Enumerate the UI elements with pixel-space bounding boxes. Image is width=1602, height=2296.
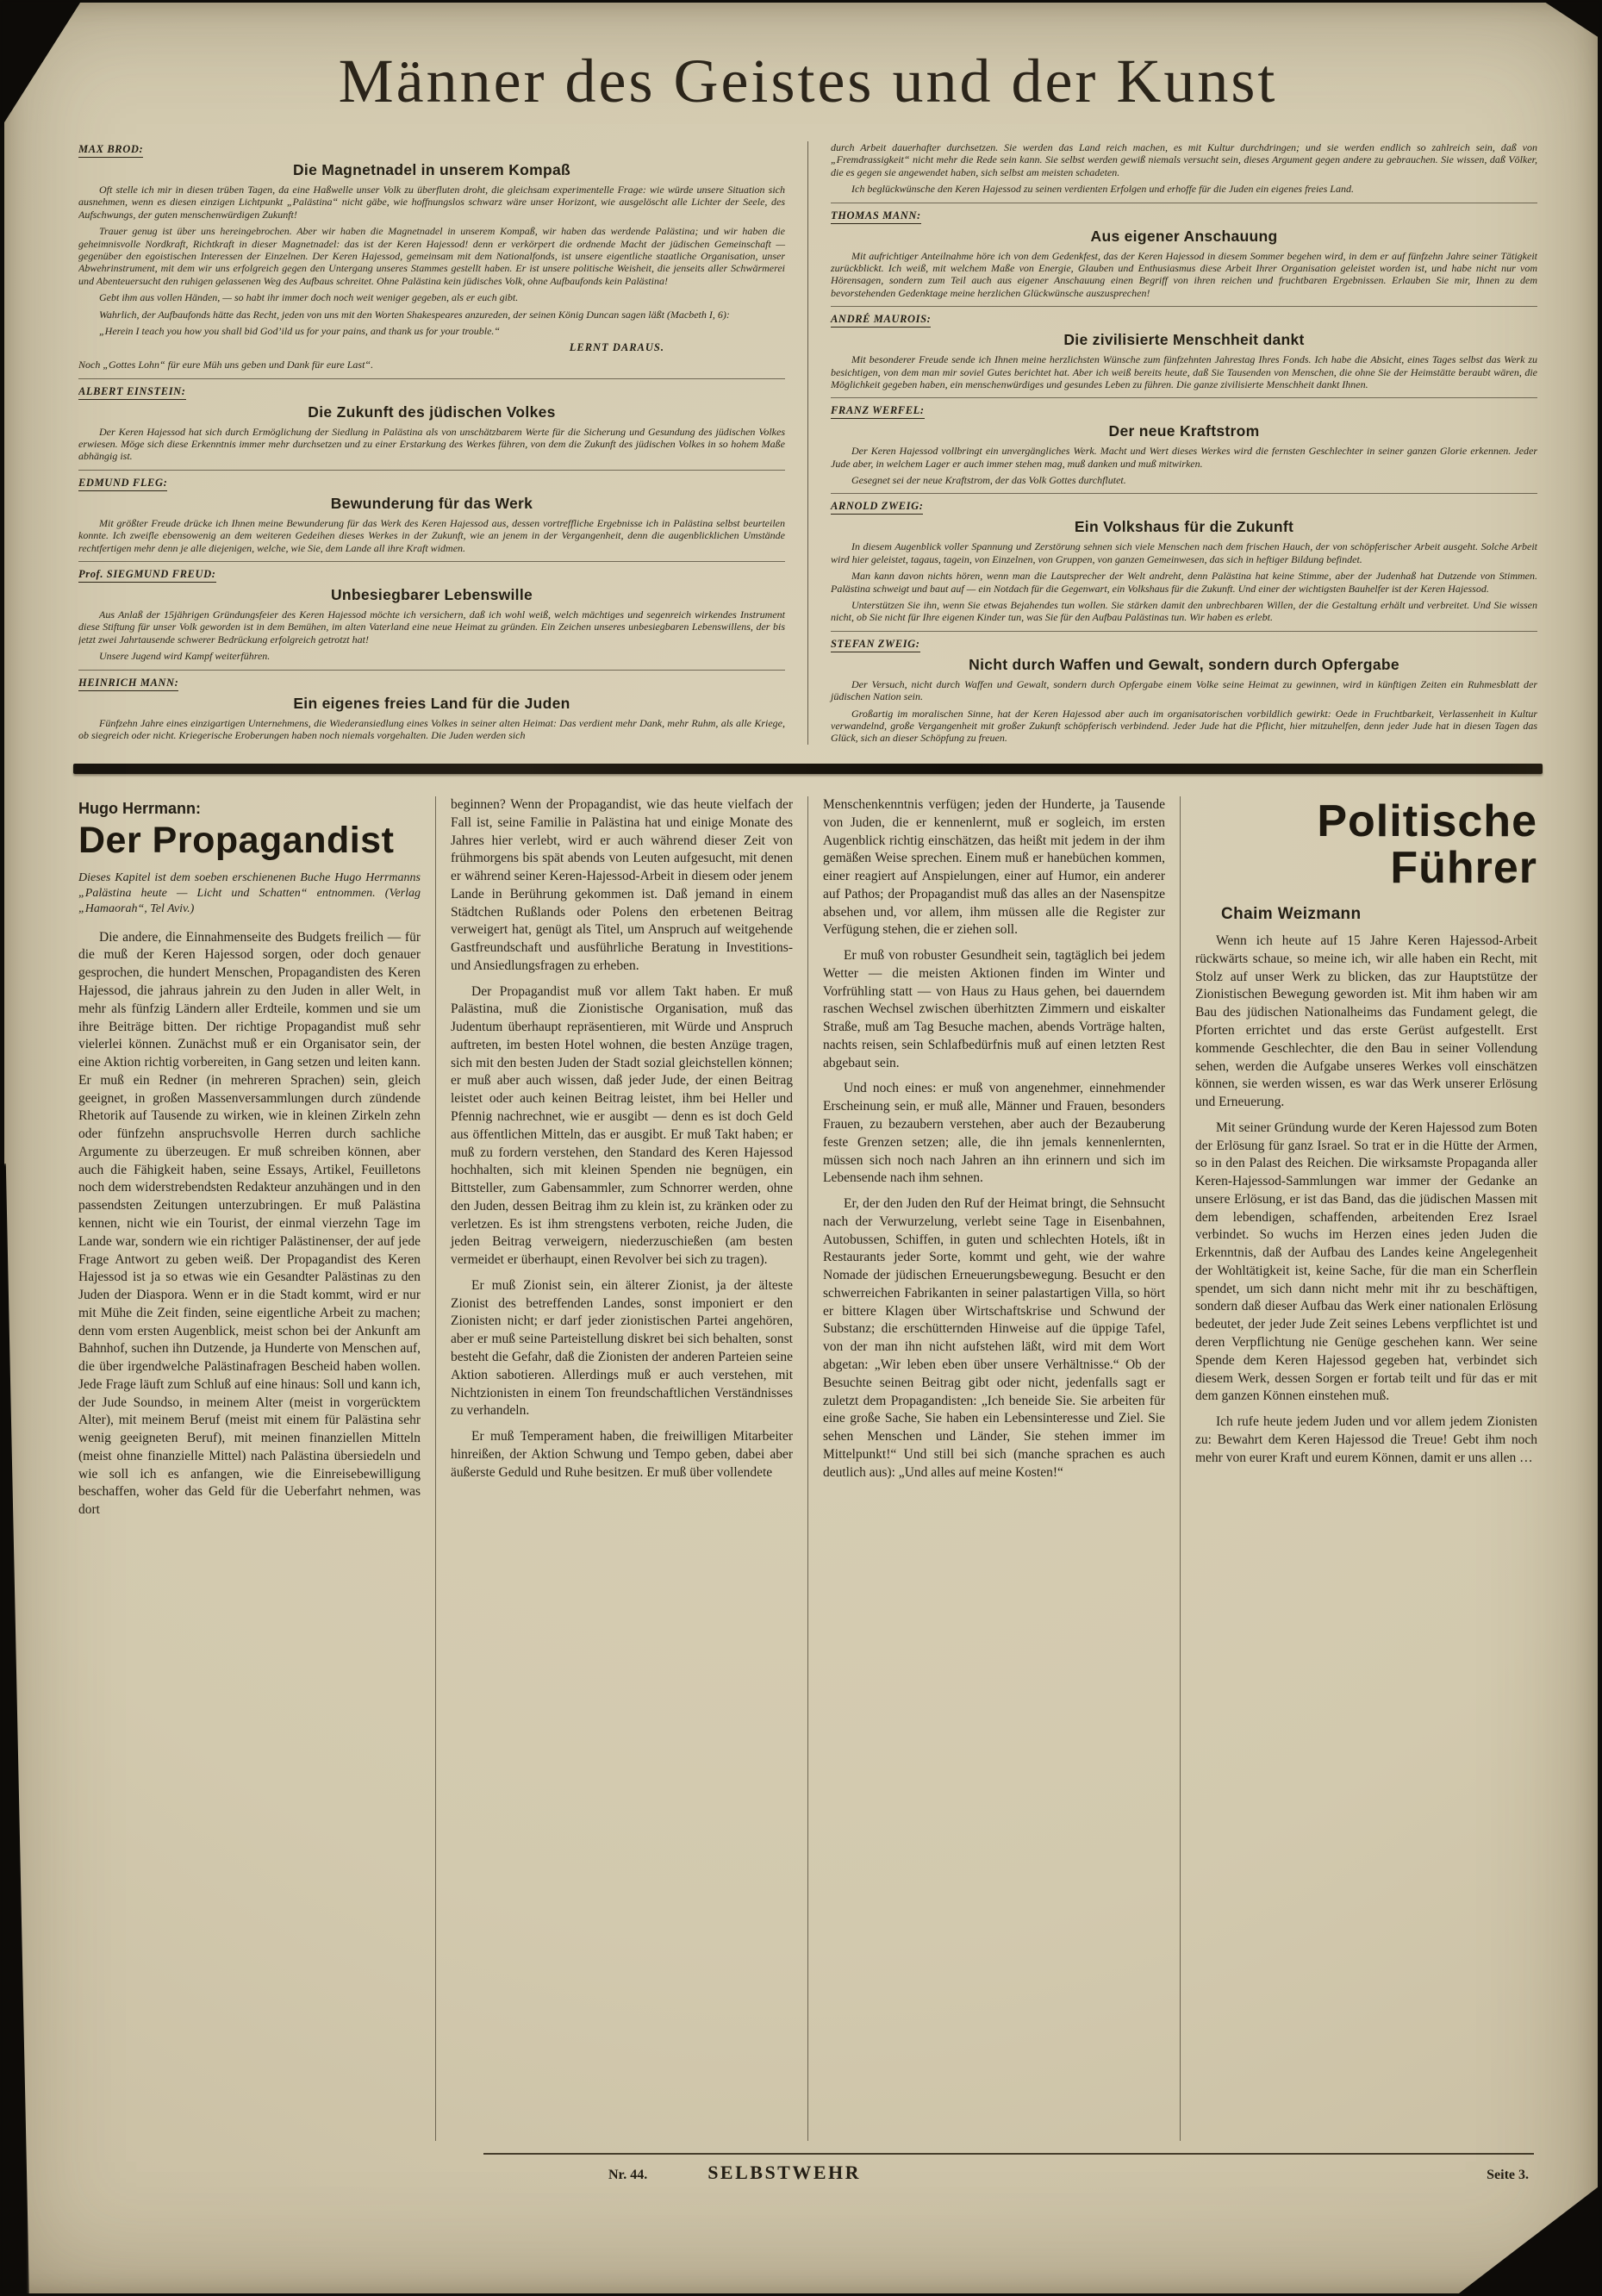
paragraph: Er muß Zionist sein, ein älterer Zionist, ja der älteste Zionist des betreffenden Landes, sonst imponiert er den Zionisten nicht; er darf jeder zionistischen Partei angehören, aber er muß seine Parteistellung diskret bei sich behalten, sonst besteht die Gefahr, daß die Zionisten der anderen Parteien seine Aktion sabotieren. Allerdings muß er auch verstehen, mit Nichtzionisten in einem Ton freundschaftlichen Verständnisses zu verhandeln. (451, 1277, 793, 1419)
article-column-2 (435, 796, 807, 2141)
author-name: HEINRICH MANN: (78, 677, 178, 691)
paragraph: Mit aufrichtiger Anteilnahme höre ich von dem Gedenkfest, das der Keren Hajessod in diesem Sommer begehen wird, in dem er auf fünfzehn Jahre seiner Tätigkeit zurückblickt. Ich weiß, mit welchem Maße von Energie, Glauben und Enthusiasmus diese Arbeit Ihrer Organisation geleistet worden ist, und habe nicht nur vom Hörensagen, sondern zum Teil auch aus eigener Anschauung einen Begriff von ihren reichen und fruchtbaren Ergebnissen. Erlauben Sie mir, Ihnen zu dem bevorstehenden Gedenktage meine herzlichen Glückwünsche auszusprechen! (831, 249, 1537, 299)
paragraph: Mit besonderer Freude sende ich Ihnen meine herzlichsten Wünsche zum fünfzehnten Jahrestag Ihres Fonds. Ich habe die Absicht, eines Tages selbst das Werk zu besichtigen, von dem man mir soviel Gutes berichtet hat. Aber ich weiß bereits heute, daß Sie Tausenden von Menschen, die ohne Sie der Heimstätte beraubt wären, die Möglichkeit gegeben haben, ein menschenwürdiges und gesundes Leben zu führen. Die ganze zivilisierte Menschheit dankt Ihnen. (831, 353, 1537, 390)
paragraph: Gebt ihm aus vollen Händen, — so habt ihr immer doch noch weit weniger gegeben, als er euch gibt. (99, 291, 519, 304)
paper-sheet (4, 3, 1598, 2293)
author-name: MAX BROD: (78, 143, 143, 158)
paragraph: Der Propagandist muß vor allem Takt haben. Er muß Palästina, muß die Zionistische Organisation, muß das Judentum überhaupt repräsentieren, mit Würde und Anspruch auftreten, im besten Hotel wohnen, die besten Anzüge tragen, sich mit den besten Juden der Stadt sozial gleichstellen können; er muß aber auch wissen, daß jeder Jude, der einen Beitrag leistet oder auch keinen Beitrag leistet, ihm bei Heller und Pfennig nachrechnet, wie er ausgibt — denn es ist doch Geld aus öffentlichen Mitteln, das er ausgibt. Er muß Takt haben; er muß zu fordern verstehen, den Standard des Keren Hajessod hochhalten, sich mit kleinen Spenden nie begnügen, ein Bittsteller, zum Gabensammler, zum Schnorrer werden, ohne den Juden, dessen Beitrag ihm zu klein ist, zu kränken oder zu verletzen. Es ist ihm strengstens verboten, reiche Juden, die jeden Beitrag verweigern, niederzuschießen (am besten vermeidet er überhaupt, einen Revolver bei sich zu tragen). (451, 983, 793, 1268)
paragraph: Die andere, die Einnahmenseite des Budgets freilich — für die muß der Keren Hajessod sorgen, oder doch genauer gesprochen, die hundert Menschen, Propagandisten des Keren Hajessod, die jahraus jahrein zu den Juden in aller Welt, in mehr als fünfzig Ländern aller Erdteile, kommen und sie um ihre Beiträge bitten. Der richtige Propagandist muß sehr vielerlei können. Zunächst muß er ein Organisator sein, der eine Aktion richtig vorbereiten, in Gang setzen und leiten kann. Er muß ein Redner (in mehreren Sprachen) sein, gleich geeignet, in großen Massenversammlungen durch zündende Rhetorik auf Tausende zu wirken, wie in kleinen Zirkeln zehn oder fünfzehn anspruchsvolle Herren durch sachliche Argumente zu überzeugen. Er muß schreiben können, aber auch die Fähigkeit haben, seine Essays, Artikel, Feuilletons noch dem widerstrebendsten Redakteur anzuhängen und in den passendsten Zeitungen unterzubringen. Er muß Palästina kennen, nicht wie ein Tourist, der einmal vierzehn Tage im Lande war, sondern wie ein richtiger Palästinenser, der auf jede Frage Antwort zu geben weiß. Der Propagandist des Keren Hajessod ist ja so etwas wie ein Gesandter Palästinas zu den Juden der Diaspora. Wenn er in die Stadt kommt, wird er nur mit Mühe die Zeit finden, seine eigentliche Arbeit zu machen; denn vom ersten Augenblick, meist schon bei der Ankunft am Bahnhof, suchen ihn Dutzende, ja Hunderte von Menschen auf, die über irgendwelche Palästinafragen Bescheid haben wollen. Jede Frage läuft zum Schluß auf eine hinaus: Soll und kann ich, der Jude Soundso, in meinem Alter (meist in vorgerücktem Alter), mit meinem Beruf (meist mit einem für Palästina sehr wenig geeigneten Beruf), mit meinen finanziellen Mitteln (meist ohne finanzielle Mittel) nach Palästina übersiedeln und wie soll ich es anfangen, wie die Einreisebewilligung beschaffen, woher das Geld für die Ueberfahrt nehmen, was dort (78, 929, 421, 1518)
paragraph: Und noch eines: er muß von angenehmer, einnehmender Erscheinung sein, er muß alle, Männer und Frauen, besonders Frauen, zu bezaubern verstehen, aber auch der Bezauberung feste Grenzen setzen; alle, die ihn jemals kennenlernten, müssen sich noch nach Jahren an ihn erinnern und sich im Lebensende nach ihm sehnen. (823, 1081, 1165, 1186)
tribute-title: Ein Volkshaus für die Zukunft (1074, 518, 1294, 536)
paragraph: Er muß von robuster Gesundheit sein, tagtäglich bei jedem Wetter — die meisten Aktionen finden im Winter und Vorfrühling statt — von Haus zu Haus gehen, bei dauerndem raschen Wechsel zwischen überhitzten Zimmern und eiskalter Straße, muß am Tag Besuche machen, abends Vorträge halten, nachts reisen, sein Schlafbedürfnis muß auf einen letzten Rest abgebaut sein. (823, 948, 1165, 1070)
title-line-2: Führer (1390, 843, 1537, 894)
tribute-title: Unbesiegbarer Lebenswille (330, 586, 533, 604)
author-name: ALBERT EINSTEIN: (78, 385, 186, 400)
tributes-section (78, 141, 1537, 745)
paragraph: Noch „Gottes Lohn“ für eure Müh uns geben und Dank für eure Last“. (78, 359, 374, 371)
title-line-1: Politische (1317, 796, 1537, 846)
paragraph: Unsere Jugend wird Kampf weiterführen. (99, 650, 271, 663)
article-byline: Hugo Herrmann: (78, 800, 202, 817)
tribute-title: Die Magnetnadel in unserem Kompaß (292, 161, 571, 178)
paragraph: Der Versuch, nicht durch Waffen und Gewalt, sondern durch Opfergabe einem Volke seine Heimat zu gewinnen, wird in künftigen Zeiten ein Ruhmesblatt der jüdischen Nation sein. (831, 677, 1537, 703)
author-name: ARNOLD ZWEIG: (831, 500, 923, 515)
tribute-block-albert-einstein (78, 378, 785, 463)
author-name: EDMUND FLEG: (78, 477, 167, 491)
page-footer (483, 2153, 1534, 2184)
tribute-block-siegmund-freud (78, 561, 785, 663)
paragraph: Ich beglückwünsche den Keren Hajessod zu seinen verdienten Erfolgen und erhoffe für die Juden ein eigenes freies Land. (851, 183, 1354, 196)
tribute-title: Bewunderung für das Werk (330, 494, 533, 512)
article-column-1 (78, 796, 435, 2141)
politische-fuehrer-title (1195, 796, 1537, 894)
paragraph: Mit größter Freude drücke ich Ihnen meine Bewunderung für das Werk des Keren Hajessod aus, dessen vortreffliche Ergebnisse ich in Palästina selbst beurteilen konnte. Ich zweifle ebensowenig an dem weiteren Gedeihen dieses Werkes in der Zukunft, wie an jenem in der Vergangenheit, denn die augenblicklichen Umstände rechtfertigen mehr denn je alle diejenigen, welche, wie Sie, dem Lande all ihre Kraft widmen. (78, 516, 785, 554)
paragraph: Aus Anlaß der 15jährigen Gründungsfeier des Keren Hajessod möchte ich versichern, daß ich wohl weiß, welch mächtiges und segenreich wirkendes Instrument diese Stiftung für unser Volk geworden ist in dem Bemühen, im alten Vaterland eine neue Heimat zu gründen. Ein Zeichen unseres unbesiegbaren Lebenswillens, der bis jetzt zwei Jahrtausende schwerer Bedrückung erfolgreich getrotzt hat! (78, 608, 785, 646)
author-name: Chaim Weizmann (1221, 905, 1362, 924)
tribute-block-franz-werfel (831, 397, 1537, 486)
tribute-block-edmund-fleg (78, 470, 785, 554)
tribute-block-thomas-mann (831, 203, 1537, 300)
articles-section (78, 796, 1537, 2141)
author-name: ANDRÉ MAUROIS: (831, 313, 931, 328)
tribute-title: Der neue Kraftstrom (1108, 422, 1260, 440)
paragraph: Der Keren Hajessod vollbringt ein unvergängliches Werk. Macht und Wert dieses Werkes wird die fernsten Geschlechter in seiner ganzen Glorie erkennen. Jeder Jude aber, in welchem Lager er auch immer stehen mag, muß danken und muß mitwirken. (831, 445, 1537, 470)
paragraph: Wahrlich, der Aufbaufonds hätte das Recht, jeden von uns mit den Worten Shakespeares anzureden, der seinen König Duncan sagen läßt (Macbeth I, 6): (99, 308, 730, 321)
paragraph: Menschenkenntnis verfügen; jeden der Hunderte, ja Tausende von Juden, die er kennenlernt, muß er sogleich, im ersten Augenblick richtig einschätzen, das heißt mit jedem in der ihm gemäßen Weise sprechen. Einem muß er hanebüchen kommen, einer reagiert auf Anspielungen, einer auf Humor, ein anderer auf Pathos; der Propagandist muß das alles an der Nasenspitze absehen und, vor allem, ihm müssen alle die Register zur Verfügung stehen, die er ziehen soll. (823, 797, 1165, 938)
paragraph: Trauer genug ist über uns hereingebrochen. Aber wir haben die Magnetnadel in unserem Kompaß, wir haben das werdende Palästina; und wir haben die geheimnisvolle Nordkraft, Richtkraft in dieser Magnetnadel: das ist der Keren Hajessod! denn er verkörpert die ordnende Macht der jüdischen Gemeinschaft — gegenüber den egoistischen Interessen der Einzelnen. Der Keren Hajessod, gemeinsam mit dem Nationalfonds, ist unsere eigentliche staatliche Organisation, unser Abwehrinstrument, mit dem wir uns erfolgreich gegen den Untergang unseres Stammes gestellt haben. Er ist unsere politische Weisheit, die jenseits aller Schwärmerei und Abenteuersucht den ruhigen gelassenen Weg des Aufbaus schreitet. Ohne Palästina kein jüdisches Volk, ohne Aufbaufonds kein Palästina! (78, 225, 785, 287)
page-title: Männer des Geistes und der Kunst (338, 47, 1278, 115)
tribute-block-arnold-zweig (831, 493, 1537, 623)
tribute-block-stefan-zweig (831, 631, 1537, 745)
tribute-continuation-heinrich-mann (831, 141, 1537, 196)
author-name: STEFAN ZWEIG: (831, 638, 920, 652)
paragraph: Gesegnet sei der neue Kraftstrom, der das Volk Gottes durchflutet. (851, 474, 1126, 487)
article-column-3 (807, 796, 1180, 2141)
newspaper-name: SELBSTWEHR (707, 2162, 862, 2183)
article-column-4 (1180, 796, 1537, 2141)
author-name: Prof. SIEGMUND FREUD: (78, 568, 216, 583)
article-source-note: Dieses Kapitel ist dem soeben erschienenen Buche Hugo Herrmanns „Palästina heute — Licht und Schatten“ entnommen. (Verlag „Hamaorah“, Tel Aviv.) (78, 871, 421, 915)
tribute-block-max-brod (78, 141, 785, 371)
tribute-title: Ein eigenes freies Land für die Juden (293, 694, 570, 712)
section-divider (73, 764, 1543, 774)
paragraph: Großartig im moralischen Sinne, hat der Keren Hajessod aber auch im organisatorischen vorbildlich gewirkt: Oede in Fruchtbarkeit, Verlassenheit in Kultur verwandelnd, große Vergangenheit mit großer Zukunft schöpferisch verbindend. Jeder Jude hat die Pflicht, hier mitzuhelfen, denn jeder Jude hat in diesen Tagen das Glück, sich an dieser Schöpfung zu freuen. (831, 707, 1537, 745)
issue-number: Nr. 44. (608, 2168, 648, 2182)
author-name: THOMAS MANN: (831, 209, 921, 224)
paragraph: Der Keren Hajessod hat sich durch Ermöglichung der Siedlung in Palästina als von unschätzbarem Werte für die Sicherung und Gesundung des jüdischen Volkes erwiesen. Möge sich diese Erkenntnis immer mehr durchsetzen und zu einer Erstarkung des Werkes führen, von dem die Zukunft des jüdischen Volkes in so hohem Maße abhängig ist. (78, 425, 785, 463)
tribute-title: Aus eigener Anschauung (1090, 227, 1278, 245)
tribute-title: Die zivilisierte Menschheit dankt (1063, 331, 1305, 349)
page-number: Seite 3. (1487, 2168, 1529, 2182)
paragraph: Ich rufe heute jedem Juden und vor allem jedem Zionisten zu: Bewahrt dem Keren Hajessod die Treue! Gebt ihm noch mehr von eurer Kraft und eurem Können, damit er uns allen … (1195, 1414, 1537, 1465)
tribute-block-heinrich-mann (78, 670, 785, 742)
paragraph: Er muß Temperament haben, die freiwilligen Mitarbeiter hinreißen, der Aktion Schwung und Tempo geben, dabei aber äußerste Geduld und Ruhe besitzen. Er muß über vollendete (451, 1429, 793, 1480)
paragraph: Oft stelle ich mir in diesen trüben Tagen, da eine Haßwelle unser Volk zu überfluten droht, die gleichsam experimentelle Frage: wie würde unsere Situation sich ausnehmen, wenn es diesen einzigen Lichtpunkt „Palästina“ nicht gäbe, wie hoffnungslos schwarz wäre unser Horizont, wie ausgelöscht alle Lichter der Seele, des Aufschwungs, der guten menschenwürdigen Zukunft! (78, 184, 785, 221)
paragraph: Man kann davon nichts hören, wenn man die Lautsprecher der Welt andreht, denn Palästina hat keine Stimme, aber der Judenhaß hat Dutzende von Stimmen. Palästina schweigt und baut auf — ein Notdach für die Gegenwart, ein Volkshaus für die Zukunft. Und einer der wichtigsten Bauhelfer ist der Keren Hajessod. (831, 570, 1537, 595)
tributes-column-right (807, 141, 1537, 745)
paragraph: durch Arbeit dauerhafter durchsetzen. Sie werden das Land reich machen, es mit Kultur durchdringen; und sie werden endlich so zahlreich sein, daß von „Fremdrassigkeit“ nicht mehr die Rede sein kann. Sie selbst werden gewiß niemals versucht sein, dieses Argument gegen andere zu gebrauchen. Sie wissen, daß Völker, die es gegen sie angewendet haben, sich selbst am meisten schadeten. (831, 141, 1537, 178)
shakespeare-quote: „Herein I teach you how you shall bid God’ild us for your pains, and thank us for your trouble.“ (99, 324, 501, 337)
lernt-daraus-line: LERNT DARAUS. (569, 341, 664, 354)
paragraph: Unterstützen Sie ihn, wenn Sie etwas Bejahendes tun wollen. Sie stärken damit den unbrechbaren Willen, der die Gestaltung erhält und verbreitet. Und Sie wissen nicht, ob Sie nicht für Ihre eigenen Kinder tun, was Sie für den Aufbau Palästinas tun. Wir haben es erlebt. (831, 599, 1537, 624)
paragraph: Wenn ich heute auf 15 Jahre Keren Hajessod-Arbeit rückwärts schaue, so meine ich, wir alle haben ein Recht, mit Stolz auf unser Werk zu blicken, das zur Hauptstütze der Zionistischen Bewegung geworden ist. Mit ihm haben wir am Bau des jüdischen Nationalheims das Fundament gelegt, die Pforten errichtet und das erste Gerüst aufgestellt. Erst kommende Geschlechter, die den Bau in seiner Vollendung sehen, werden die Aufgabe unseres Werkes voll einschätzen können, sie werden wissen, es war das Werk unserer Erlösung und Erneuerung. (1195, 933, 1537, 1110)
paragraph: Er, der den Juden den Ruf der Heimat bringt, die Sehnsucht nach der Verwurzelung, verlebt seine Tage in Eisenbahnen, Autobussen, Schiffen, in guten und schlechten Hotels, ißt in Restaurants jeder Sorte, kommt und geht, wie der wahre Nomade der jüdischen Erneuerungsbewegung. Besucht er den schwerreichen Fabrikanten in seiner palastartigen Villa, so hört er bittere Klagen über Wirtschaftskrise und Schwund der Substanz; die erschütternden Hinweise auf die üppige Tafel, von der man ihn nicht aufstehen läßt, wird mit dem Wort abgetan: „Wir leben eben über unsere Verhältnisse.“ Ob der Besuchte seinen Beitrag gibt oder nicht, jedenfalls sagt er zuletzt dem Propagandisten: „Ich beneide Sie. Sie arbeiten für eine große Sache, Sie haben ein Lebensinteresse und Ziel. Sie sehen Menschen und Länder, Sie stehen immer im Mittelpunkt!“ Und still bei sich (manche sprachen es auch deutlich aus): „Und alles auf meine Kosten!“ (823, 1196, 1165, 1480)
article-title: Der Propagandist (78, 820, 395, 861)
tribute-block-andre-maurois (831, 306, 1537, 390)
paragraph: In diesem Augenblick voller Spannung und Zerstörung sehnen sich viele Menschen nach dem frischen Hauch, der von schöpferischer Arbeit ausgeht. Solche Arbeit wird hier geleistet, tagaus, tagein, von Einzelnen, von Gruppen, von ganzen Gemeinwesen, das sich in heftiger Bildung befindet. (831, 540, 1537, 565)
tribute-title: Nicht durch Waffen und Gewalt, sondern durch Opfergabe (969, 655, 1399, 673)
author-name: FRANZ WERFEL: (831, 404, 925, 419)
tributes-column-left (78, 141, 807, 745)
tribute-title: Die Zukunft des jüdischen Volkes (308, 402, 556, 421)
paragraph: Mit seiner Gründung wurde der Keren Hajessod zum Boten der Erlösung für ganz Israel. So trat er in die Hütte der Armen, so in den Palast des Reichen. Die wirksamste Propaganda aller Keren-Hajessod-Sammlungen war immer der Gedanke an unsere Erlösung, er ist das Band, das die jüdischen Massen mit dem lebendigen, schaffenden, arbeitenden Erez Israel verbindet. So wuchs im Herzen eines jeden Juden die Erkenntnis, daß der Aufbau des Landes keine Angelegenheit der Wohltätigkeit ist, keine Sache, für die man ein Scherflein spendet, um sich dann nicht mehr mit ihr zu beschäftigen, sondern daß dieser Aufbau das Werk einer nationalen Erlösung bedeutet, der jeder Jude Zeit seines Lebens verpflichtet ist und deren Verpflichtung nie Genüge geschehen kann. Wer seine Spende dem Keren Hajessod gegeben hat, verbindet sich diesem Werk, dessen Sorgen er fortab teilt und für das er mit dem ganzen Können einstehen muß. (1195, 1120, 1537, 1404)
paragraph: beginnen? Wenn der Propagandist, wie das heute vielfach der Fall ist, seine Familie in Palästina hat und einige Monate des Jahres hier verlebt, wird er auch während dieser Zeit von frühmorgens bis spät abends von Leuten aufgesucht, mit denen er während seiner Keren-Hajessod-Arbeit in diesem oder jenem Lande in Berührung gekommen ist. Daß jemand in einem Städtchen Rußlands oder Polens den erbetenen Beitrag verweigert hat, genügt als Titel, um Anspruch auf weitgehende Gastfreundschaft und ausführliche Beratung in Investitions- und Ansiedlungsfragen zu erheben. (451, 797, 793, 973)
paragraph: Fünfzehn Jahre eines einzigartigen Unternehmens, die Wiederansiedlung eines Volkes in seiner alten Heimat: Das verdient mehr Dank, mehr Ruhm, als alle Kriege, ob siegreich oder nicht. Kriegerische Eroberungen haben noch niemals vorgehalten. Die Juden werden sich (78, 716, 785, 741)
